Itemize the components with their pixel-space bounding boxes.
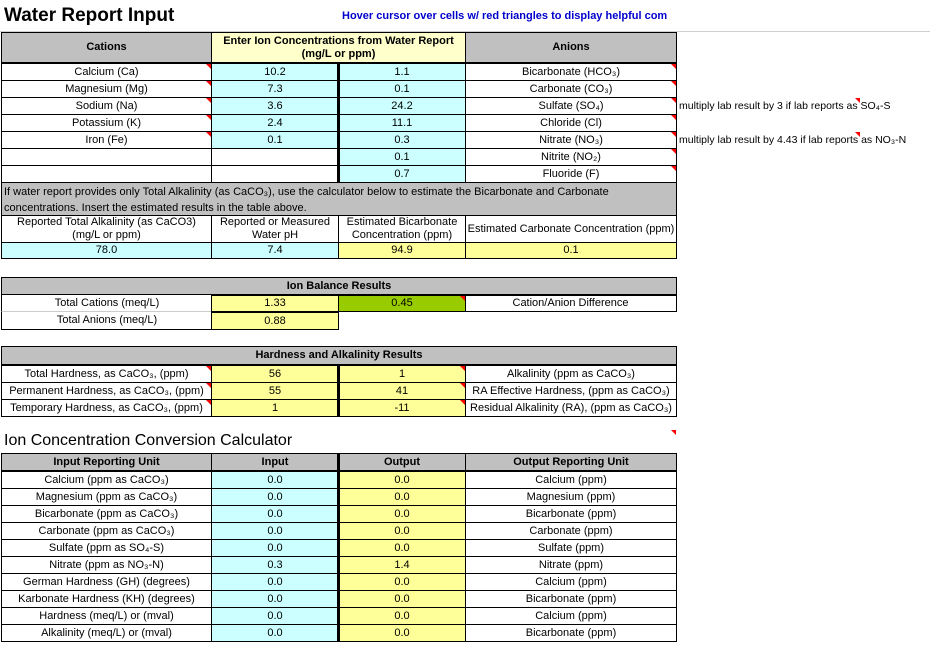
cation-value-input[interactable]: 10.2 — [211, 63, 339, 81]
converter-header-input-unit: Input Reporting Unit — [1, 453, 212, 471]
cation-value-input — [211, 148, 339, 166]
hardness-left-label: Temporary Hardness, as CaCO₃, (ppm) — [1, 399, 212, 417]
total-alkalinity-input[interactable]: 78.0 — [1, 242, 212, 259]
estimated-carbonate: 0.1 — [465, 242, 677, 259]
comment-indicator[interactable] — [671, 132, 676, 137]
comment-indicator[interactable] — [671, 98, 676, 103]
column-separator — [337, 365, 340, 417]
total-cations-label: Total Cations (meq/L) — [1, 295, 212, 312]
cation-label — [1, 165, 212, 183]
hardness-right-value: -11 — [338, 399, 466, 417]
converter-output-unit: Calcium (ppm) — [465, 607, 677, 625]
alkalinity-instructions: If water report provides only Total Alkalinity (as CaCO₃), use the calculator below to estimate the Bicarbonate and Carbonate concentrations. Insert the estimated results in the table above. — [1, 182, 677, 216]
total-anions-label: Total Anions (meq/L) — [1, 312, 212, 330]
estimated-bicarbonate: 94.9 — [338, 242, 466, 259]
converter-input-value[interactable]: 0.0 — [211, 539, 339, 557]
converter-input-unit: Carbonate (ppm as CaCO₃) — [1, 522, 212, 540]
converter-input-value[interactable]: 0.0 — [211, 471, 339, 489]
total-anions-value: 0.88 — [211, 312, 339, 330]
converter-input-value[interactable]: 0.0 — [211, 573, 339, 591]
hardness-left-label: Permanent Hardness, as CaCO₃, (ppm) — [1, 382, 212, 400]
hardness-left-value: 55 — [211, 382, 339, 400]
anion-value-input[interactable]: 0.3 — [338, 131, 466, 149]
converter-input-unit: Sulfate (ppm as SO₄-S) — [1, 539, 212, 557]
hardness-right-label: Residual Alkalinity (RA), (ppm as CaCO₃) — [465, 399, 677, 417]
cation-label: Magnesium (Mg) — [1, 80, 212, 98]
converter-output-unit: Calcium (ppm) — [465, 471, 677, 489]
page-title: Water Report Input — [4, 5, 175, 26]
converter-output-unit: Nitrate (ppm) — [465, 556, 677, 574]
cation-value-input[interactable]: 2.4 — [211, 114, 339, 132]
hardness-right-label: RA Effective Hardness, (ppm as CaCO₃) — [465, 382, 677, 400]
cation-value-input[interactable]: 3.6 — [211, 97, 339, 115]
hardness-right-value: 41 — [338, 382, 466, 400]
anion-label: Sulfate (SO₄) — [465, 97, 677, 115]
converter-output-unit: Bicarbonate (ppm) — [465, 624, 677, 642]
anions-header: Anions — [465, 32, 677, 63]
comment-indicator[interactable] — [671, 166, 676, 171]
converter-input-value[interactable]: 0.0 — [211, 607, 339, 625]
converter-output-unit: Magnesium (ppm) — [465, 488, 677, 506]
hardness-left-value: 56 — [211, 365, 339, 383]
alk-header-bicarbonate: Estimated Bicarbonate Concentration (ppm) — [338, 215, 466, 243]
total-cations-value: 1.33 — [211, 295, 339, 312]
converter-input-unit: Hardness (meq/L) or (mval) — [1, 607, 212, 625]
alk-header-total: Reported Total Alkalinity (as CaCO3) (mg/L or ppm) — [1, 215, 212, 243]
cations-header: Cations — [1, 32, 212, 63]
anion-label: Chloride (Cl) — [465, 114, 677, 132]
comment-indicator[interactable] — [671, 81, 676, 86]
nitrate-note-comment — [855, 132, 860, 137]
converter-input-unit: Magnesium (ppm as CaCO₃) — [1, 488, 212, 506]
converter-input-value[interactable]: 0.0 — [211, 590, 339, 608]
anion-value-input[interactable]: 0.1 — [338, 80, 466, 98]
hardness-left-value: 1 — [211, 399, 339, 417]
anion-value-input[interactable]: 24.2 — [338, 97, 466, 115]
converter-header-output-unit: Output Reporting Unit — [465, 453, 677, 471]
converter-header-output: Output — [338, 453, 466, 471]
converter-output-value: 0.0 — [338, 607, 466, 625]
converter-input-unit: Nitrate (ppm as NO₃-N) — [1, 556, 212, 574]
sulfate-note: multiply lab result by 3 if lab reports as SO₄-S — [679, 100, 891, 112]
converter-output-value: 0.0 — [338, 539, 466, 557]
anion-value-input[interactable]: 1.1 — [338, 63, 466, 81]
anion-label: Nitrite (NO₂) — [465, 148, 677, 166]
converter-input-unit: Alkalinity (meq/L) or (mval) — [1, 624, 212, 642]
column-separator — [337, 63, 340, 183]
ion-balance-header: Ion Balance Results — [1, 277, 677, 295]
nitrate-note: multiply lab result by 4.43 if lab reports as NO₃-N — [679, 134, 907, 146]
cation-label: Sodium (Na) — [1, 97, 212, 115]
converter-output-unit: Sulfate (ppm) — [465, 539, 677, 557]
converter-input-unit: Calcium (ppm as CaCO₃) — [1, 471, 212, 489]
cation-label: Potassium (K) — [1, 114, 212, 132]
converter-input-value[interactable]: 0.0 — [211, 522, 339, 540]
cation-anion-difference-label: Cation/Anion Difference — [465, 295, 677, 312]
ion-entry-header: Enter Ion Concentrations from Water Report (mg/L or ppm) — [211, 32, 466, 63]
converter-input-value[interactable]: 0.3 — [211, 556, 339, 574]
sulfate-note-comment — [855, 98, 860, 103]
converter-input-unit: German Hardness (GH) (degrees) — [1, 573, 212, 591]
comment-indicator[interactable] — [671, 115, 676, 120]
anion-label: Bicarbonate (HCO₃) — [465, 63, 677, 81]
converter-input-unit: Karbonate Hardness (KH) (degrees) — [1, 590, 212, 608]
converter-output-unit: Calcium (ppm) — [465, 573, 677, 591]
hover-hint: Hover cursor over cells w/ red triangles to display helpful com — [342, 10, 668, 22]
calculator-comment-indicator[interactable] — [671, 430, 676, 435]
anion-value-input[interactable]: 0.1 — [338, 148, 466, 166]
cation-value-input — [211, 165, 339, 183]
water-ph-input[interactable]: 7.4 — [211, 242, 339, 259]
cation-label — [1, 148, 212, 166]
converter-output-value: 0.0 — [338, 505, 466, 523]
converter-output-unit: Bicarbonate (ppm) — [465, 505, 677, 523]
converter-output-value: 0.0 — [338, 522, 466, 540]
converter-input-unit: Bicarbonate (ppm as CaCO₃) — [1, 505, 212, 523]
comment-indicator[interactable] — [671, 64, 676, 69]
converter-output-unit: Bicarbonate (ppm) — [465, 590, 677, 608]
converter-output-value: 0.0 — [338, 590, 466, 608]
cation-value-input[interactable]: 7.3 — [211, 80, 339, 98]
converter-input-value[interactable]: 0.0 — [211, 624, 339, 642]
calculator-title: Ion Concentration Conversion Calculator — [4, 432, 293, 449]
converter-output-value: 0.0 — [338, 624, 466, 642]
hardness-right-label: Alkalinity (ppm as CaCO₃) — [465, 365, 677, 383]
hardness-right-value: 1 — [338, 365, 466, 383]
hardness-left-label: Total Hardness, as CaCO₃, (ppm) — [1, 365, 212, 383]
converter-output-value: 0.0 — [338, 573, 466, 591]
column-separator — [337, 453, 340, 642]
anion-value-input[interactable]: 11.1 — [338, 114, 466, 132]
comment-indicator[interactable] — [671, 149, 676, 154]
converter-input-value[interactable]: 0.0 — [211, 505, 339, 523]
converter-output-value: 0.0 — [338, 488, 466, 506]
cation-label: Iron (Fe) — [1, 131, 212, 149]
cation-value-input[interactable]: 0.1 — [211, 131, 339, 149]
converter-output-value: 0.0 — [338, 471, 466, 489]
anion-label: Carbonate (CO₃) — [465, 80, 677, 98]
alk-header-carbonate: Estimated Carbonate Concentration (ppm) — [465, 215, 677, 243]
converter-output-value: 1.4 — [338, 556, 466, 574]
cation-anion-difference-value: 0.45 — [338, 295, 466, 312]
cation-label: Calcium (Ca) — [1, 63, 212, 81]
anion-value-input[interactable]: 0.7 — [338, 165, 466, 183]
converter-output-unit: Carbonate (ppm) — [465, 522, 677, 540]
anion-label: Fluoride (F) — [465, 165, 677, 183]
hardness-header: Hardness and Alkalinity Results — [1, 346, 677, 365]
converter-input-value[interactable]: 0.0 — [211, 488, 339, 506]
anion-label: Nitrate (NO₃) — [465, 131, 677, 149]
converter-header-input: Input — [211, 453, 339, 471]
alk-header-ph: Reported or Measured Water pH — [211, 215, 339, 243]
